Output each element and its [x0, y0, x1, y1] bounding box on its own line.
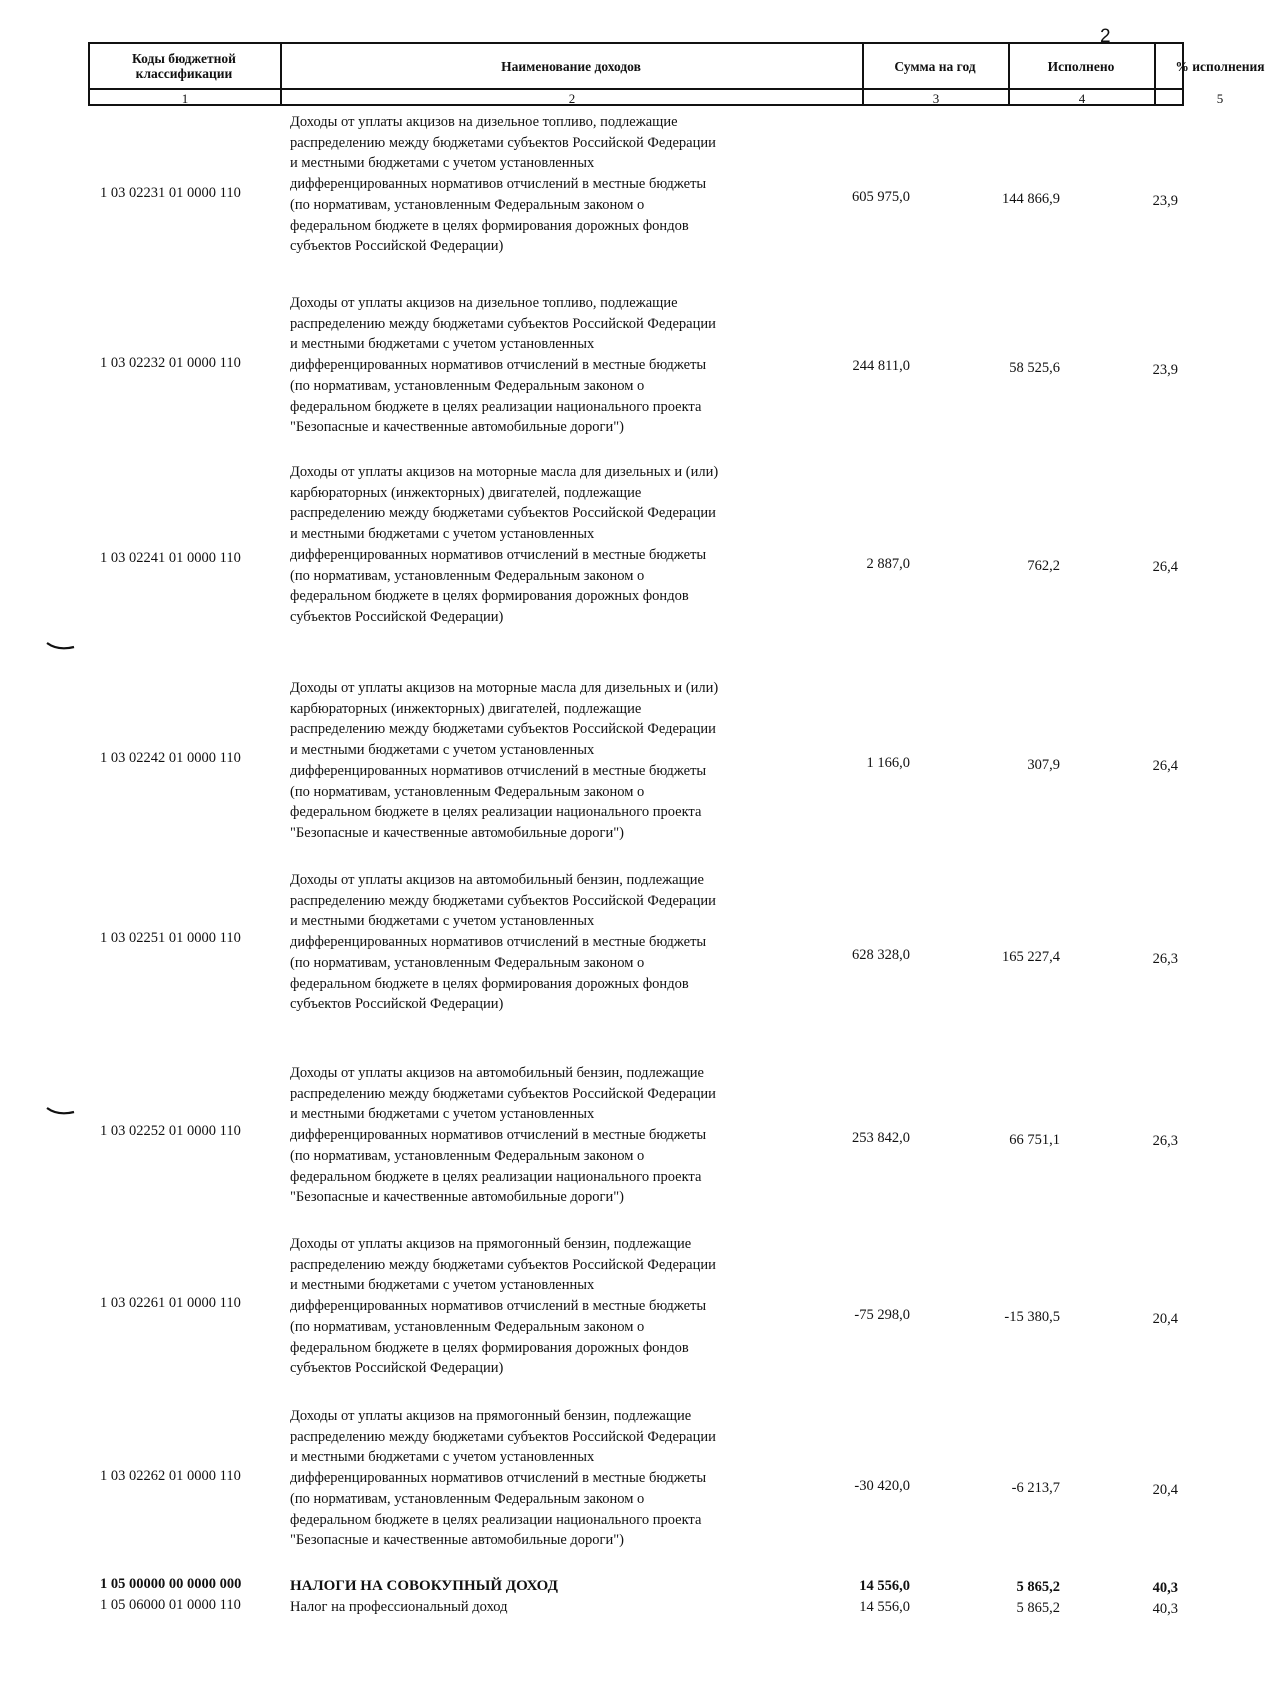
row-year-sum: -75 298,0 — [854, 1307, 910, 1323]
row-percent: 40,3 — [1152, 1601, 1178, 1617]
row-percent: 40,3 — [1152, 1580, 1178, 1596]
scan-mark — [46, 1103, 76, 1113]
row-year-sum: -30 420,0 — [854, 1478, 910, 1494]
col-number-3: 3 — [932, 91, 940, 106]
row-year-sum: 628 328,0 — [852, 947, 910, 963]
row-code: 1 03 02261 01 0000 110 — [100, 1295, 241, 1311]
row-executed: -6 213,7 — [1011, 1480, 1060, 1496]
row-percent: 20,4 — [1152, 1311, 1178, 1327]
row-name: Доходы от уплаты акцизов на прямогонный бензин, подлежащие распределению между бюджетами субъектов Российской Федерации и местными бюджетами с учетом установленных дифференцированных нормативов отчислений в местные бюджеты (по нормативам, установленным Федеральным законом о федеральном бюджете в целях реализации национального проекта "Безопасные и качественные автомобильные дороги") — [290, 1408, 716, 1549]
row-year-sum: 14 556,0 — [859, 1599, 910, 1615]
row-code: 1 03 02252 01 0000 110 — [100, 1123, 241, 1139]
row-name: Доходы от уплаты акцизов на дизельное топливо, подлежащие распределению между бюджетами субъектов Российской Федерации и местными бюджетами с учетом установленных дифференцированных нормативов отчислений в местные бюджеты (по нормативам, установленным Федеральным законом о федеральном бюджете в целях реализации национального проекта "Безопасные и качественные автомобильные дороги") — [290, 295, 716, 436]
header-codes: Коды бюджетной классификации — [132, 51, 236, 81]
row-name: Доходы от уплаты акцизов на дизельное топливо, подлежащие распределению между бюджетами субъектов Российской Федерации и местными бюджетами с учетом установленных дифференцированных нормативов отчислений в местные бюджеты (по нормативам, установленным Федеральным законом о федеральном бюджете в целях формирования дорожных фондов субъектов Российской Федерации) — [290, 114, 716, 255]
scan-mark — [46, 638, 76, 648]
row-executed: -15 380,5 — [1004, 1309, 1060, 1325]
row-code: 1 03 02232 01 0000 110 — [100, 355, 241, 371]
row-executed: 58 525,6 — [1009, 360, 1060, 376]
col-number-5: 5 — [1216, 91, 1224, 106]
page-number: 2 — [1100, 26, 1111, 47]
row-name: Налог на профессиональный доход — [290, 1599, 508, 1615]
row-year-sum: 244 811,0 — [852, 358, 910, 374]
row-code: 1 05 00000 00 0000 000 — [100, 1576, 242, 1592]
header-divider — [90, 88, 1184, 90]
row-executed: 144 866,9 — [1002, 191, 1060, 207]
header-percent: % исполнения — [1175, 58, 1265, 74]
row-percent: 20,4 — [1152, 1482, 1178, 1498]
row-name: НАЛОГИ НА СОВОКУПНЫЙ ДОХОД — [290, 1578, 558, 1594]
row-name: Доходы от уплаты акцизов на автомобильный бензин, подлежащие распределению между бюджетами субъектов Российской Федерации и местными бюджетами с учетом установленных дифференцированных нормативов отчислений в местные бюджеты (по нормативам, установленным Федеральным законом о федеральном бюджете в целях реализации национального проекта "Безопасные и качественные автомобильные дороги") — [290, 1065, 716, 1206]
row-percent: 26,3 — [1152, 951, 1178, 967]
row-year-sum: 14 556,0 — [859, 1578, 910, 1594]
row-name: Доходы от уплаты акцизов на моторные масла для дизельных и (или) карбюраторных (инжекторных) двигателей, подлежащие распределению между бюджетами субъектов Российской Федерации и местными бюджетами с учетом установленных дифференцированных нормативов отчислений в местные бюджеты (по нормативам, установленным Федеральным законом о федеральном бюджете в целях формирования дорожных фондов субъектов Российской Федерации) — [290, 464, 719, 625]
row-percent: 23,9 — [1152, 362, 1178, 378]
row-percent: 26,3 — [1152, 1133, 1178, 1149]
row-percent: 26,4 — [1152, 559, 1178, 575]
row-executed: 307,9 — [1027, 757, 1060, 773]
row-code: 1 03 02231 01 0000 110 — [100, 185, 241, 201]
row-executed: 5 865,2 — [1016, 1579, 1060, 1595]
row-executed: 5 865,2 — [1016, 1600, 1060, 1616]
row-year-sum: 605 975,0 — [852, 189, 910, 205]
row-code: 1 03 02241 01 0000 110 — [100, 550, 241, 566]
col-number-1: 1 — [181, 91, 189, 106]
row-name: Доходы от уплаты акцизов на прямогонный бензин, подлежащие распределению между бюджетами субъектов Российской Федерации и местными бюджетами с учетом установленных дифференцированных нормативов отчислений в местные бюджеты (по нормативам, установленным Федеральным законом о федеральном бюджете в целях формирования дорожных фондов субъектов Российской Федерации) — [290, 1236, 716, 1377]
row-code: 1 05 06000 01 0000 110 — [100, 1597, 241, 1613]
row-code: 1 03 02242 01 0000 110 — [100, 750, 241, 766]
row-executed: 762,2 — [1027, 558, 1060, 574]
row-code: 1 03 02251 01 0000 110 — [100, 930, 241, 946]
row-percent: 26,4 — [1152, 758, 1178, 774]
row-executed: 66 751,1 — [1009, 1132, 1060, 1148]
row-name: Доходы от уплаты акцизов на моторные масла для дизельных и (или) карбюраторных (инжекторных) двигателей, подлежащие распределению между бюджетами субъектов Российской Федерации и местными бюджетами с учетом установленных дифференцированных нормативов отчислений в местные бюджеты (по нормативам, установленным Федеральным законом о федеральном бюджете в целях реализации национального проекта "Безопасные и качественные автомобильные дороги") — [290, 680, 719, 841]
table-header — [88, 42, 1265, 106]
row-year-sum: 2 887,0 — [866, 556, 910, 572]
row-year-sum: 253 842,0 — [852, 1130, 910, 1146]
row-code: 1 03 02262 01 0000 110 — [100, 1468, 241, 1484]
col-number-2: 2 — [568, 91, 576, 106]
header-executed: Исполнено — [1047, 58, 1115, 74]
header-year-sum: Сумма на год — [894, 58, 976, 74]
header-name: Наименование доходов — [501, 58, 641, 74]
row-year-sum: 1 166,0 — [866, 755, 910, 771]
row-executed: 165 227,4 — [1002, 949, 1060, 965]
row-percent: 23,9 — [1152, 193, 1178, 209]
row-name: Доходы от уплаты акцизов на автомобильный бензин, подлежащие распределению между бюджетами субъектов Российской Федерации и местными бюджетами с учетом установленных дифференцированных нормативов отчислений в местные бюджеты (по нормативам, установленным Федеральным законом о федеральном бюджете в целях формирования дорожных фондов субъектов Российской Федерации) — [290, 872, 716, 1013]
col-number-4: 4 — [1078, 91, 1086, 106]
